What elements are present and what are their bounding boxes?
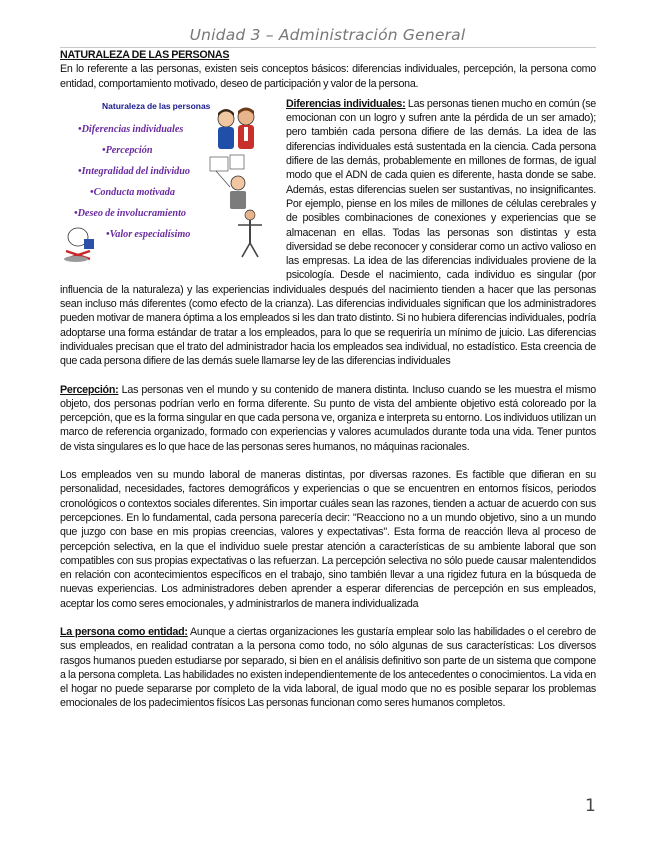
section-title: NATURALEZA DE LAS PERSONAS	[60, 49, 230, 61]
individual-differences-heading: Diferencias individuales:	[286, 97, 406, 110]
intro-paragraph: En lo referente a las personas, existen seis conceptos básicos: diferencias individuales, percepción, la persona como entidad, comportamiento motivado, deseo de participación y valor de la persona.	[60, 63, 596, 90]
perception-text: Las personas ven el mundo y su contenido de manera distinta. Incluso cuando se les muestra el mismo objeto, dos personas podrían verlo en forma diferente. Su punto de vista del ambiente objetivo está coloreado por la percepción, que es la forma singular en que cada persona ve, organiza e interpreta su entorno. Los individuos utilizan un marco de referencia organizado, formado con experiencias y valores acumulados durante toda una vida. Tener puntos de vista singulares es lo que hace de las personas seres humanos, no máquinas racionales.	[60, 383, 596, 453]
individual-differences-text: Las personas tienen mucho en común (se emocionan con un logro y sufren ante la pérdida de un ser amado); pero también cada persona difiere de las demás. La idea de las diferencias individuales está sustentada en la ciencia. Cada persona difiere de las demás, probablemente en millones de formas, de igual modo que el ADN de cada quien es diferente, hasta donde se sabe. Además, estas diferencias suelen ser sustantivas, no insignificantes. Por ejemplo, piense en los miles de millones de células cerebrales y de posibles combinaciones de conexiones y experiencias que se almacenan en ellas. Todas las personas son distintas y esta diversidad se debe reconocer y considerar como un activo valioso en las empresas. La idea de las diferencias individuales proviene de la psicología. Desde el nacimiento, cada individuo es singular (por influencia de la naturaleza) y las experiencias individuales después del nacimiento tienden a hacer que las personas sean incluso más diferentes (como efecto de la crianza). Las diferencias individuales significan que los administradores pueden motivar de manera óptima a los empleados si les dan trato distinto. Si no hubiera diferencias individuales, podría adoptarse una forma estándar de tratar a los empleados, para lo que se requeriría un mínimo de juicio. Las diferencias individuales precisan que el trato del administrador hacia los empleados sea individual, no estadístico. Esta creencia de que cada persona difiere de las demás suele llamarse ley de las diferencias individuales	[60, 97, 596, 368]
person-as-entity-paragraph	[60, 625, 596, 711]
nature-of-people-figure	[60, 97, 278, 270]
page-header: Unidad 3 – Administración General	[189, 26, 466, 44]
figure-title: Naturaleza de las personas	[102, 100, 211, 111]
document-body	[60, 48, 596, 711]
figure-item-special-value: •Valor especialísimo	[106, 228, 191, 240]
figure-item-perception: •Percepción	[102, 144, 153, 156]
figure-item-integrality: •Integralidad del individuo	[78, 165, 191, 177]
figure-list	[60, 119, 220, 245]
human-figure-icon	[238, 210, 262, 257]
page-number: 1	[585, 796, 596, 816]
perception-paragraph	[60, 383, 596, 454]
employees-perception-paragraph: Los empleados ven su mundo laboral de maneras distintas, por diversas razones. Es factible que difieran en su personalidad, necesidades, factores demográficos y experiencias o que se encuentren en entornos físicos, periodos cronológicos o contextos sociales diferentes. Sin importar cuáles sean las razones, tienden a actuar de acuerdo con sus percepciones. En lo fundamental, cada persona parecería decir: "Reacciono no a un mundo objetivo, sino a un mundo que juzgo con base en mis propias creencias, valores y expectativas". Esta forma de reacción lleva al proceso de percepción selectiva, en la que el individuo suele prestar atención a características de su ambiente laboral que son compatibles con sus propias expectativas o las refuerzan. La percepción selectiva no sólo puede causar malentendidos en relación con acontecimientos específicos en el trabajo, sino también llevar a una rigidez futura en la búsqueda de nuevas experiencias. Los administradores deben aprender a esperar diferencias de percepción en sus empleados, aceptar los como seres emocionales, y administrarlos de manera individualizada	[60, 469, 596, 610]
person-as-entity-heading: La persona como entidad:	[60, 625, 188, 638]
person-as-entity-text: Aunque a ciertas organizaciones les gustaría emplear solo las habilidades o el cerebro de sus empleados, en realidad contratan a la persona como todo, no sólo algunas de sus características: Los diversos rasgos humanos pueden estudiarse por separado, si bien en el análisis definitivo son parte de un sistema que compone a la persona completa. Las habilidades no existen independientemente de los antecedentes o conocimientos. La vida en el hogar no puede separarse por completo de la vida laboral, de igual modo que no es posible separar los problemas emocionales de los padecimientos físicos Las personas funcionan como seres humanos completos.	[60, 625, 596, 710]
figure-item-involvement: •Deseo de involucramiento	[74, 207, 186, 219]
figure-item-motivated-behavior: •Conducta motivada	[90, 186, 175, 198]
perception-heading: Percepción:	[60, 383, 119, 396]
figure-item-individual-differences: •Diferencias individuales	[78, 123, 184, 135]
two-people-icon	[218, 107, 254, 149]
